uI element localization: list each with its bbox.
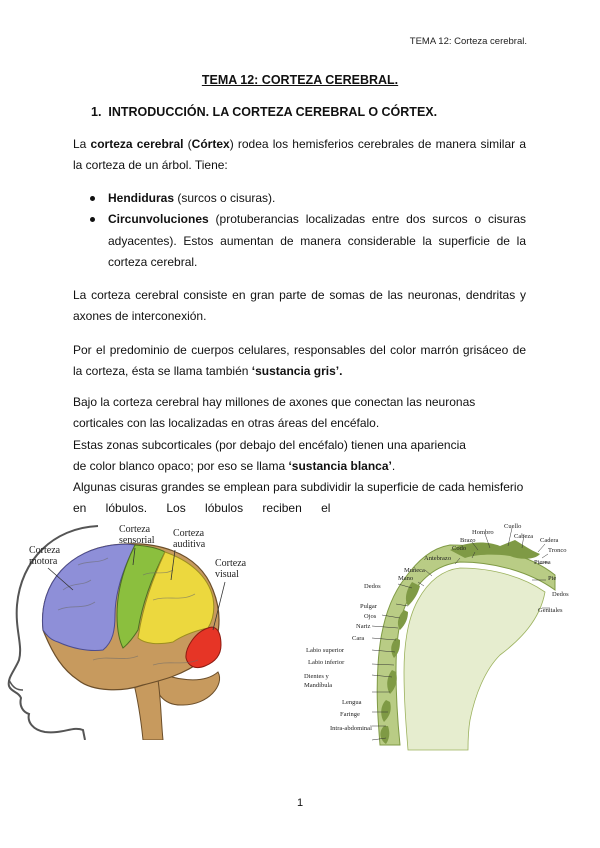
intro-paragraph [73, 134, 526, 177]
running-header: TEMA 12: Corteza cerebral. [409, 36, 527, 47]
paragraph-somas: La corteza cerebral consiste en gran parte de somas de las neuronas, dendritas y axones de interconexión. [73, 288, 526, 324]
list-item-term: Hendiduras [108, 191, 175, 205]
paragraph-line: Bajo la corteza cerebral hay millones de axones que conectan las neuronas [73, 395, 476, 409]
label-cabeza: Cabeza [514, 533, 534, 540]
paragraph-sustancia-blanca [73, 392, 526, 520]
bullet-icon [90, 196, 95, 201]
label-codo: Codo [452, 545, 467, 552]
feature-list [90, 188, 526, 273]
label-auditiva-1: Corteza [173, 528, 205, 539]
paragraph-line: Algunas cisuras grandes se emplean para subdividir la superficie de cada hemisferio [73, 480, 524, 495]
list-item-text: (protuberancias localizadas entre dos surcos o cisuras adyacentes). Estos aumentan de manera considerable la superficie de la corteza cerebral. [108, 212, 526, 269]
label-pierna: Pierna [534, 559, 551, 566]
label-faringe: Faringe [340, 711, 360, 718]
intro-text-2: ( [183, 137, 192, 151]
paragraph-sustancia-gris [73, 340, 526, 383]
label-visual-2: visual [215, 569, 239, 580]
label-labio-superior: Labio superior [306, 647, 345, 654]
label-dedos-mano: Dedos [364, 583, 381, 590]
label-genitales: Genitales [538, 607, 563, 614]
page-number: 1 [296, 797, 304, 809]
paragraph-line: corticales con las localizadas en otras áreas del encéfalo. [73, 416, 380, 431]
label-nariz: Nariz [356, 623, 371, 630]
term-sustancia-blanca: ‘sustancia blanca’ [288, 458, 392, 473]
label-dedos-pie: Dedos [552, 591, 569, 598]
list-item [90, 209, 526, 273]
label-mano: Mano [398, 575, 414, 582]
term-sustancia-gris: ‘sustancia gris’. [251, 364, 343, 379]
label-labio-inferior: Labio inferior [308, 659, 345, 666]
section-heading-text: INTRODUCCIÓN. LA CORTEZA CEREBRAL O CÓRTEX. [108, 105, 438, 119]
label-cara: Cara [352, 635, 365, 642]
brain-cortex-figure [3, 520, 253, 740]
brainstem [133, 680, 163, 740]
label-cuello: Cuello [504, 523, 522, 530]
label-brazo: Brazo [460, 537, 476, 544]
label-visual-1: Corteza [215, 558, 247, 569]
list-item [90, 188, 526, 209]
paragraph-line [73, 456, 526, 477]
white-matter [404, 568, 545, 750]
label-sensorial-2: sensorial [119, 535, 155, 546]
label-intra-abdominal: Intra-abdominal [330, 725, 372, 732]
label-pulgar: Pulgar [360, 603, 377, 610]
intro-text-3: ) rodea los hemisferios cerebrales de manera similar a la corteza de un árbol. Tiene: [73, 137, 527, 173]
label-motora-1: Corteza [29, 545, 61, 556]
line-end: . [391, 458, 396, 473]
intro-term-corteza: corteza cerebral [90, 137, 184, 151]
label-auditiva-2: auditiva [173, 539, 206, 550]
label-sensorial-1: Corteza [119, 524, 151, 535]
paragraph-line: en lóbulos. Los lóbulos reciben el [73, 501, 331, 516]
intro-text-1: La [73, 137, 91, 151]
label-pie: Pie [548, 575, 557, 582]
label-cadera: Cadera [540, 537, 559, 544]
intro-term-cortex: Córtex [191, 137, 230, 151]
label-muneca: Muñeca [404, 567, 425, 574]
paragraph-text: Por el predominio de cuerpos celulares, responsables del color marrón grisáceo de la corteza, ésta se llama también [73, 343, 526, 379]
page-title: TEMA 12: CORTEZA CEREBRAL. [201, 73, 399, 87]
label-tronco: Tronco [548, 547, 567, 554]
bullet-icon [90, 217, 95, 222]
paragraph-line: Estas zonas subcorticales (por debajo del encéfalo) tienen una apariencia [73, 437, 466, 452]
label-antebrazo: Antebrazo [424, 555, 452, 562]
section-heading [91, 105, 437, 119]
homunculus-figure [300, 520, 580, 755]
label-lengua: Lengua [342, 699, 362, 706]
section-number: 1. [91, 105, 102, 119]
line-text: de color blanco opaco; por eso se llama [73, 458, 289, 473]
label-hombro: Hombro [472, 529, 494, 536]
list-item-term: Circunvoluciones [108, 212, 209, 227]
label-ojos: Ojos [364, 613, 377, 620]
label-motora-2: motora [29, 556, 58, 567]
label-dientes: Dientes y Mandíbula [304, 673, 333, 689]
list-item-text: (surcos o cisuras). [174, 191, 276, 205]
